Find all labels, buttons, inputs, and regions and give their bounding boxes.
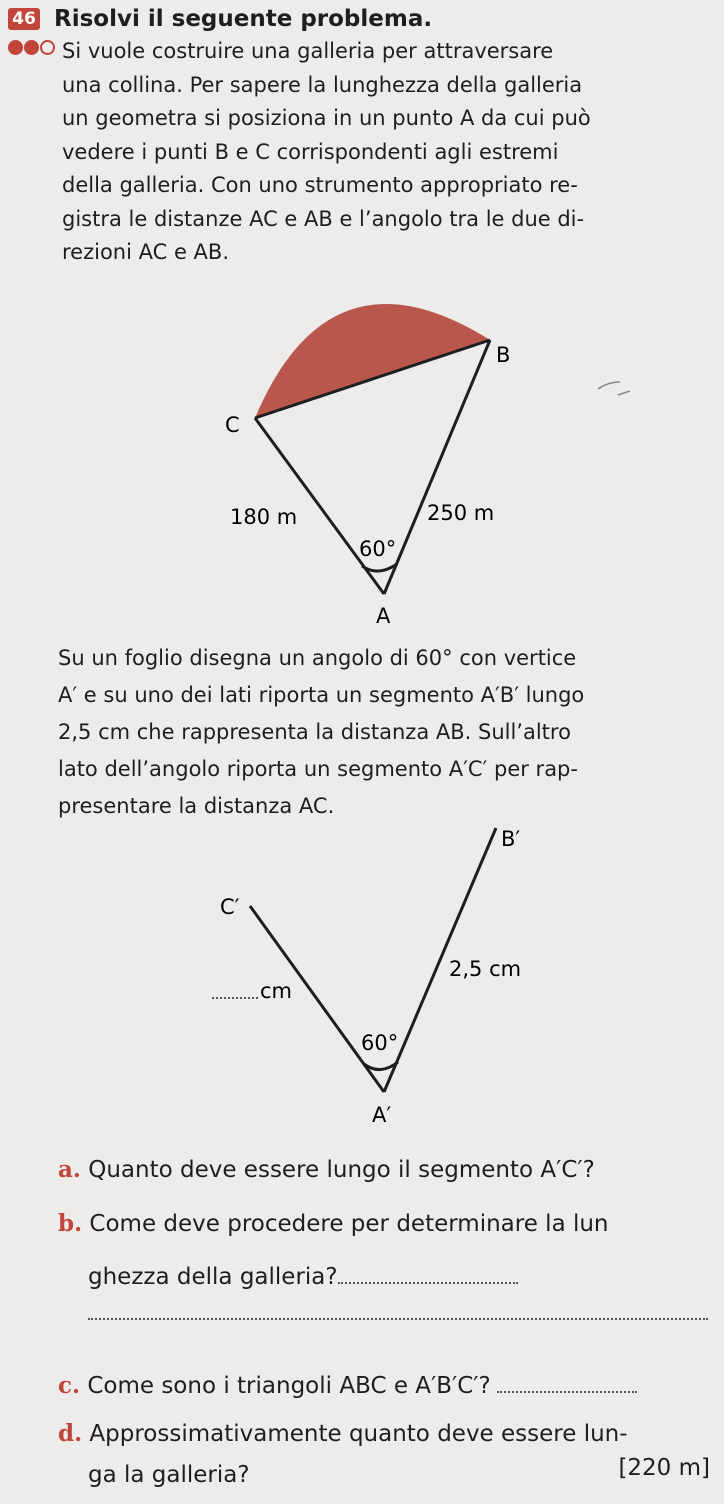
label-b-prime: B′ [501, 827, 521, 851]
intro-line: rezioni AC e AB. [62, 240, 229, 264]
question-d [58, 1420, 628, 1447]
answer-result: [220 m] [618, 1455, 710, 1481]
question-text: Quanto deve essere lungo il segmento A′C′? [88, 1157, 595, 1183]
label-side-ac: 180 m [230, 505, 298, 529]
intro-line: un geometra si posiziona in un punto A da cui può [62, 106, 591, 130]
instruction-line: 2,5 cm che rappresenta la distanza AB. Sull’altro [58, 720, 571, 744]
answer-blank-line[interactable] [88, 1318, 708, 1320]
instruction-line: presentare la distanza AC. [58, 794, 335, 818]
intro-line: Si vuole costruire una galleria per attraversare [62, 39, 554, 63]
question-a [58, 1156, 595, 1183]
label-side-ab: 250 m [427, 501, 495, 525]
label-c: C [225, 413, 240, 437]
question-text: Come sono i triangoli ABC e A′B′C′? [87, 1373, 491, 1399]
intro-line: vedere i punti B e C corrispondenti agli estremi [62, 139, 559, 164]
label-c-prime: C′ [220, 895, 240, 919]
label-angle: 60° [361, 1031, 399, 1055]
question-text: ga la galleria? [88, 1462, 250, 1488]
label-a: A [376, 604, 391, 628]
question-text: Come deve procedere per determinare la lun [89, 1211, 609, 1237]
instruction-line: A′ e su uno dei lati riporta un segmento A′B′ lungo [58, 683, 585, 707]
intro-line: una collina. Per sapere la lunghezza della galleria [62, 72, 583, 97]
label-side-a-prime-b-prime: 2,5 cm [449, 957, 522, 981]
label-side-unit: cm [260, 979, 293, 1003]
question-letter: c. [58, 1372, 81, 1399]
question-letter: d. [58, 1420, 83, 1447]
question-text: Approssimativamente quanto deve essere lun- [89, 1421, 628, 1447]
question-letter: b. [58, 1210, 83, 1237]
instruction-line: Su un foglio disegna un angolo di 60° con vertice [58, 646, 577, 670]
label-a-prime: A′ [372, 1103, 392, 1127]
intro-line: della galleria. Con uno strumento appropriato re- [62, 173, 578, 197]
question-d-continued [88, 1462, 250, 1488]
question-text: ghezza della galleria? [88, 1264, 338, 1290]
question-letter: a. [58, 1156, 81, 1183]
instruction-line: lato dell’angolo riporta un segmento A′C′ per rap- [58, 757, 578, 781]
intro-line: gistra le distanze AC e AB e l’angolo tra le due di- [62, 206, 585, 231]
question-b [58, 1210, 609, 1237]
question-b-continued [88, 1264, 518, 1290]
exercise-number-badge: 46 [8, 8, 40, 30]
answer-blank-dotted[interactable] [497, 1391, 637, 1393]
question-c [58, 1372, 637, 1399]
exercise-title: Risolvi il seguente problema. [54, 6, 433, 32]
label-angle: 60° [359, 537, 397, 561]
answer-blank-dotted[interactable] [338, 1282, 518, 1284]
label-b: B [496, 343, 511, 367]
